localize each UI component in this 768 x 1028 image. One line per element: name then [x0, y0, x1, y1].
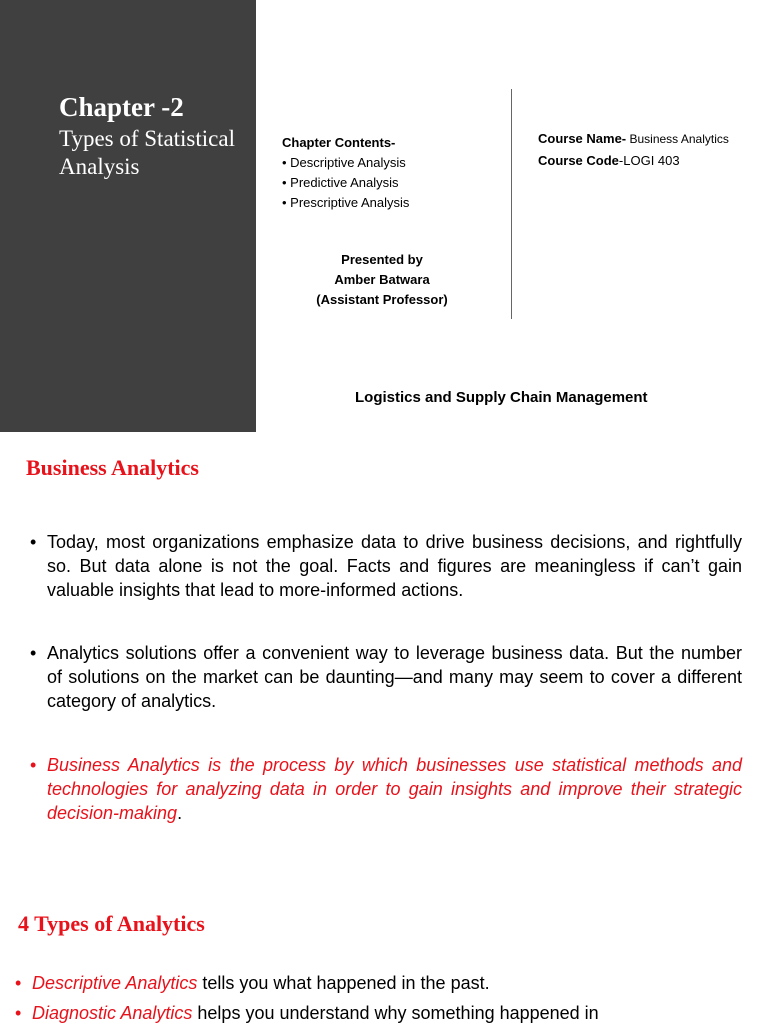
analytics-description: tells you what happened in the past.	[197, 973, 490, 993]
course-info	[538, 131, 738, 175]
bullet-paragraph	[30, 641, 742, 713]
analytics-term: Descriptive Analytics	[32, 973, 198, 993]
vertical-divider	[511, 89, 512, 319]
business-analytics-title: Business Analytics	[26, 455, 199, 480]
bullet-text-3	[30, 753, 742, 825]
dark-side-panel	[0, 0, 256, 432]
course-code-value: -LOGI 403	[618, 153, 680, 168]
course-code-label: Course Code	[538, 153, 619, 168]
bullet-text-1: • Today, most organizations emphasize data to drive business decisions, and rightfully so. But data alone is not the goal. Facts and figures are meaningless if can’t gain valuable insights that lead to more-informed actions.	[30, 530, 742, 602]
presenter-name: Amber Batwara	[334, 272, 430, 287]
analytics-term: Diagnostic Analytics	[32, 1003, 193, 1023]
chapter-title: Chapter -2	[59, 92, 184, 122]
bullet-paragraph	[30, 530, 742, 602]
contents-heading: Chapter Contents-	[282, 135, 396, 150]
contents-item: • Prescriptive Analysis	[282, 195, 410, 210]
analytics-types-list	[15, 968, 755, 1028]
definition-bullet	[30, 753, 742, 825]
types-of-analytics-title: 4 Types of Analytics	[18, 911, 205, 936]
presenter-block	[312, 250, 452, 310]
course-name-value: Business Analytics	[626, 132, 729, 146]
course-name-label: Course Name-	[538, 131, 627, 146]
chapter-subtitle: Types of Statistical Analysis	[59, 126, 235, 179]
presenter-role: (Assistant Professor)	[316, 292, 448, 307]
chapter-contents	[282, 133, 409, 213]
department-name: Logistics and Supply Chain Management	[355, 389, 648, 406]
contents-item: • Predictive Analysis	[282, 175, 399, 190]
title-slide	[0, 0, 768, 432]
course-name	[538, 131, 738, 147]
course-code	[538, 153, 738, 169]
presented-label: Presented by	[341, 252, 423, 267]
list-item	[15, 968, 755, 998]
analytics-description: helps you understand why something happened in	[192, 1003, 599, 1023]
bullet-text-2: • Analytics solutions offer a convenient way to leverage business data. But the number of solutions on the market can be daunting—and many may seem to cover a different category of analytics.	[30, 641, 742, 713]
contents-item: • Descriptive Analysis	[282, 155, 406, 170]
definition-text: Business Analytics is the process by which businesses use statistical methods and technologies for analyzing data in order to gain insights and improve their strategic decision-making	[47, 755, 742, 823]
definition-period: .	[177, 803, 183, 823]
